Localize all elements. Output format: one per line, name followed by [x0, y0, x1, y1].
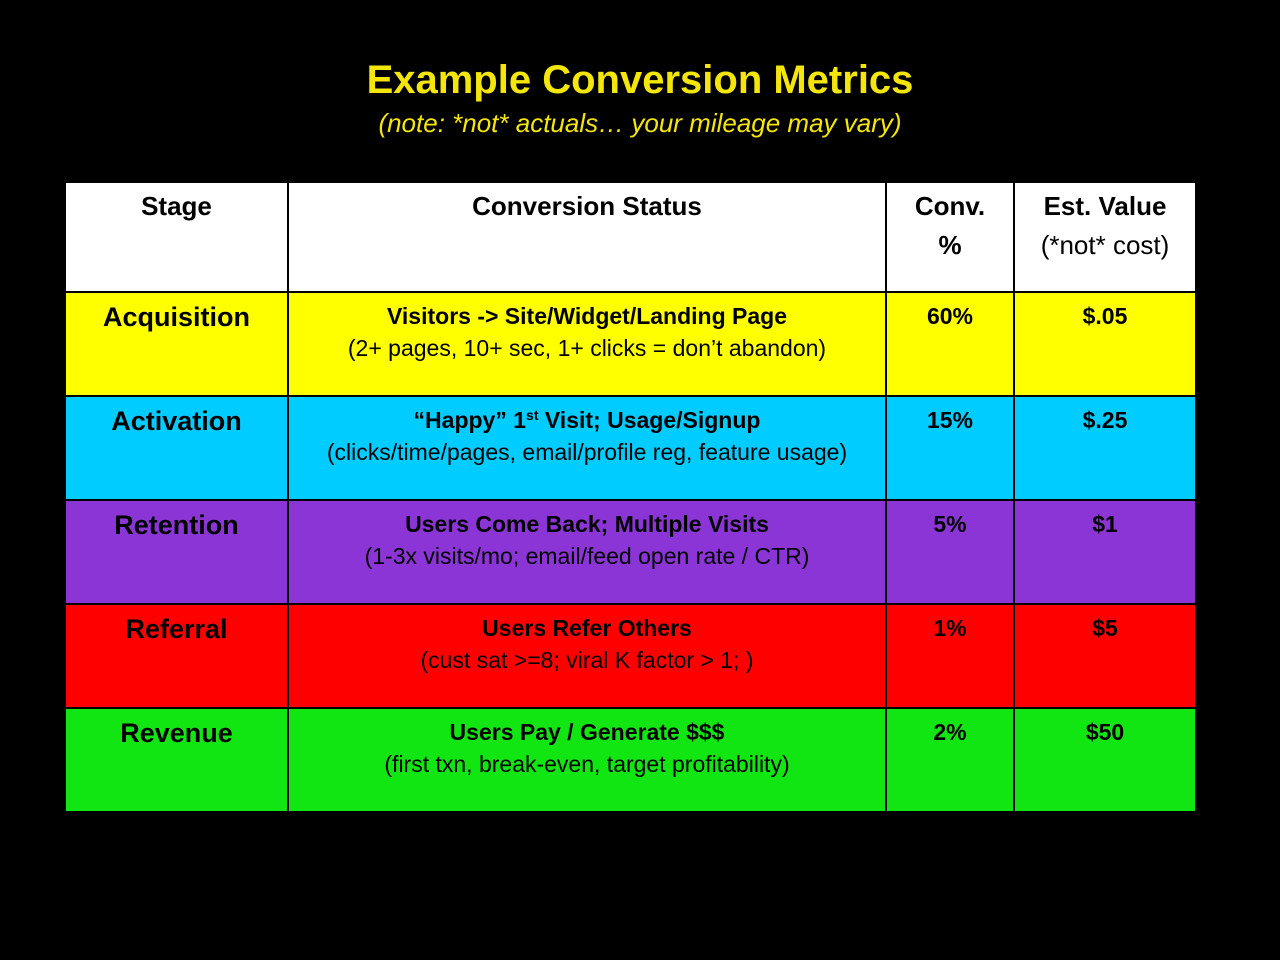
status-cell [288, 604, 886, 708]
status-sub: (cust sat >=8; viral K factor > 1; ) [420, 647, 754, 673]
conv-cell: 15% [886, 396, 1014, 500]
status-main: Users Come Back; Multiple Visits [405, 511, 769, 537]
status-cell [288, 292, 886, 396]
status-sub: (first txn, break-even, target profitability) [384, 751, 790, 777]
header-value-line2: (*not* cost) [1040, 230, 1170, 260]
conv-cell: 2% [886, 708, 1014, 812]
value-cell: $.05 [1014, 292, 1196, 396]
conversion-metrics-table [64, 181, 1197, 813]
stage-cell: Revenue [65, 708, 288, 812]
slide-subtitle: (note: *not* actuals… your mileage may vary) [378, 108, 902, 138]
value-cell: $5 [1014, 604, 1196, 708]
status-main-before: “Happy” 1 [413, 407, 527, 433]
stage-cell: Referral [65, 604, 288, 708]
header-stage [65, 182, 288, 292]
slide-title: Example Conversion Metrics [366, 58, 914, 102]
header-status [288, 182, 886, 292]
stage-cell: Acquisition [65, 292, 288, 396]
table-row-referral [65, 604, 1196, 708]
table-row-activation [65, 396, 1196, 500]
header-stage-label: Stage [141, 191, 212, 221]
status-main-after: Visit; Usage/Signup [538, 407, 761, 433]
header-value-line1: Est. Value [1043, 191, 1167, 221]
conv-cell: 5% [886, 500, 1014, 604]
header-conv-line1: Conv. [914, 191, 986, 221]
status-main [289, 405, 885, 435]
value-cell: $50 [1014, 708, 1196, 812]
table-row-acquisition [65, 292, 1196, 396]
status-cell [288, 500, 886, 604]
value-cell: $1 [1014, 500, 1196, 604]
status-sub: (2+ pages, 10+ sec, 1+ clicks = don’t abandon) [347, 335, 827, 361]
stage-cell: Retention [65, 500, 288, 604]
status-main: Users Pay / Generate $$$ [449, 719, 725, 745]
table-header-row [65, 182, 1196, 292]
conv-cell: 60% [886, 292, 1014, 396]
status-sub: (1-3x visits/mo; email/feed open rate / CTR) [364, 543, 810, 569]
status-cell [288, 708, 886, 812]
status-sub: (clicks/time/pages, email/profile reg, feature usage) [326, 439, 848, 465]
header-conv [886, 182, 1014, 292]
status-main: Users Refer Others [482, 615, 692, 641]
header-conv-line2: % [938, 230, 962, 260]
status-cell [288, 396, 886, 500]
conv-cell: 1% [886, 604, 1014, 708]
table-row-retention [65, 500, 1196, 604]
status-main: Visitors -> Site/Widget/Landing Page [386, 303, 788, 329]
header-value [1014, 182, 1196, 292]
value-cell: $.25 [1014, 396, 1196, 500]
header-status-label: Conversion Status [472, 191, 702, 221]
table-row-revenue [65, 708, 1196, 812]
ordinal-suffix: st [526, 407, 539, 423]
stage-cell: Activation [65, 396, 288, 500]
